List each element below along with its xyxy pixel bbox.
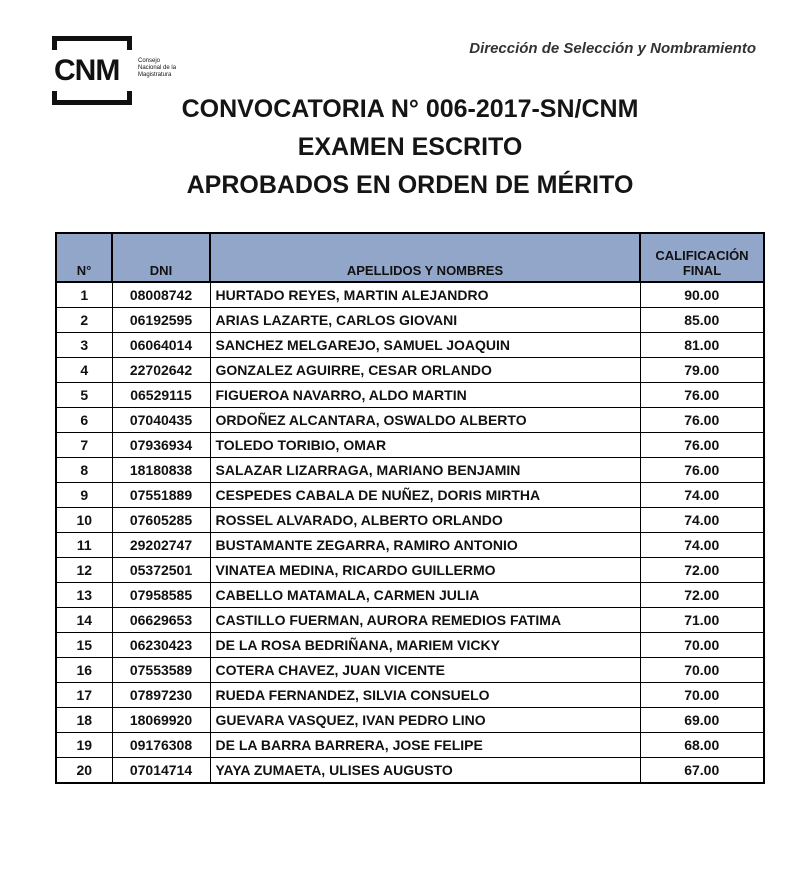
cell-score: 74.00 [640, 533, 764, 558]
cell-name: VINATEA MEDINA, RICARDO GUILLERMO [210, 558, 640, 583]
cell-name: ORDOÑEZ ALCANTARA, OSWALDO ALBERTO [210, 408, 640, 433]
table-row [56, 733, 764, 758]
cell-name: ARIAS LAZARTE, CARLOS GIOVANI [210, 308, 640, 333]
logo-subtitle: Consejo Nacional de la Magistratura [138, 58, 177, 78]
cell-num: 17 [56, 683, 112, 708]
document-titles [0, 90, 800, 204]
table-row [56, 383, 764, 408]
cell-score: 68.00 [640, 733, 764, 758]
header-score-line2: FINAL [682, 263, 722, 278]
cell-dni: 07605285 [112, 508, 210, 533]
cell-num: 15 [56, 633, 112, 658]
table-row [56, 358, 764, 383]
table-row [56, 658, 764, 683]
cell-score: 76.00 [640, 408, 764, 433]
cell-dni: 07553589 [112, 658, 210, 683]
cell-dni: 06230423 [112, 633, 210, 658]
cell-name: ROSSEL ALVARADO, ALBERTO ORLANDO [210, 508, 640, 533]
cell-dni: 18069920 [112, 708, 210, 733]
cell-score: 79.00 [640, 358, 764, 383]
cell-score: 70.00 [640, 683, 764, 708]
table-row [56, 533, 764, 558]
results-table [55, 232, 765, 784]
cell-num: 12 [56, 558, 112, 583]
table-row [56, 333, 764, 358]
cell-name: COTERA CHAVEZ, JUAN VICENTE [210, 658, 640, 683]
table-row [56, 483, 764, 508]
cell-score: 76.00 [640, 383, 764, 408]
cell-score: 76.00 [640, 458, 764, 483]
cell-name: RUEDA FERNANDEZ, SILVIA CONSUELO [210, 683, 640, 708]
title-approved: APROBADOS EN ORDEN DE MÉRITO [186, 171, 634, 199]
table-row [56, 583, 764, 608]
cell-name: DE LA ROSA BEDRIÑANA, MARIEM VICKY [210, 633, 640, 658]
cell-dni: 07936934 [112, 433, 210, 458]
cell-num: 8 [56, 458, 112, 483]
table-row [56, 683, 764, 708]
header-num: N° [56, 233, 112, 282]
cell-score: 70.00 [640, 658, 764, 683]
cell-name: BUSTAMANTE ZEGARRA, RAMIRO ANTONIO [210, 533, 640, 558]
cell-num: 1 [56, 282, 112, 308]
table-row [56, 758, 764, 784]
cell-num: 3 [56, 333, 112, 358]
table-row [56, 508, 764, 533]
cell-name: TOLEDO TORIBIO, OMAR [210, 433, 640, 458]
table-row [56, 633, 764, 658]
cell-score: 74.00 [640, 483, 764, 508]
header-name: APELLIDOS Y NOMBRES [210, 233, 640, 282]
cell-num: 2 [56, 308, 112, 333]
table-row [56, 408, 764, 433]
table-row [56, 608, 764, 633]
title-exam: EXAMEN ESCRITO [297, 133, 523, 161]
cell-name: FIGUEROA NAVARRO, ALDO MARTIN [210, 383, 640, 408]
cell-dni: 08008742 [112, 282, 210, 308]
logo-text: CNM [54, 54, 120, 87]
cell-num: 6 [56, 408, 112, 433]
table-row [56, 308, 764, 333]
table-row [56, 558, 764, 583]
header-score-line1: CALIFICACIÓN [655, 248, 749, 263]
cell-score: 74.00 [640, 508, 764, 533]
cell-dni: 07897230 [112, 683, 210, 708]
cell-num: 10 [56, 508, 112, 533]
header-score [640, 233, 764, 282]
cell-score: 85.00 [640, 308, 764, 333]
cell-dni: 06629653 [112, 608, 210, 633]
table-row [56, 708, 764, 733]
cell-name: DE LA BARRA BARRERA, JOSE FELIPE [210, 733, 640, 758]
cell-score: 69.00 [640, 708, 764, 733]
cell-name: HURTADO REYES, MARTIN ALEJANDRO [210, 282, 640, 308]
cell-name: YAYA ZUMAETA, ULISES AUGUSTO [210, 758, 640, 784]
cell-score: 70.00 [640, 633, 764, 658]
table-row [56, 282, 764, 308]
table-header-row [56, 233, 764, 282]
cell-num: 13 [56, 583, 112, 608]
cell-score: 76.00 [640, 433, 764, 458]
cell-score: 72.00 [640, 583, 764, 608]
cell-dni: 07040435 [112, 408, 210, 433]
cell-dni: 06064014 [112, 333, 210, 358]
cell-dni: 05372501 [112, 558, 210, 583]
cell-num: 7 [56, 433, 112, 458]
cell-dni: 07014714 [112, 758, 210, 784]
cell-dni: 29202747 [112, 533, 210, 558]
cell-num: 9 [56, 483, 112, 508]
cell-num: 5 [56, 383, 112, 408]
department-name: Dirección de Selección y Nombramiento [469, 40, 756, 57]
cell-dni: 22702642 [112, 358, 210, 383]
cell-name: CESPEDES CABALA DE NUÑEZ, DORIS MIRTHA [210, 483, 640, 508]
cell-dni: 18180838 [112, 458, 210, 483]
cell-name: GONZALEZ AGUIRRE, CESAR ORLANDO [210, 358, 640, 383]
table-row [56, 458, 764, 483]
cell-name: CASTILLO FUERMAN, AURORA REMEDIOS FATIMA [210, 608, 640, 633]
cell-dni: 07551889 [112, 483, 210, 508]
cell-name: SANCHEZ MELGAREJO, SAMUEL JOAQUIN [210, 333, 640, 358]
cell-dni: 06192595 [112, 308, 210, 333]
cell-num: 20 [56, 758, 112, 784]
cell-num: 11 [56, 533, 112, 558]
cell-num: 4 [56, 358, 112, 383]
cell-score: 67.00 [640, 758, 764, 784]
cell-score: 71.00 [640, 608, 764, 633]
cell-name: SALAZAR LIZARRAGA, MARIANO BENJAMIN [210, 458, 640, 483]
title-convocatoria: CONVOCATORIA N° 006-2017-SN/CNM [181, 95, 639, 123]
logo-bracket-top [52, 36, 132, 50]
cell-num: 18 [56, 708, 112, 733]
cell-num: 14 [56, 608, 112, 633]
cell-score: 90.00 [640, 282, 764, 308]
cell-num: 16 [56, 658, 112, 683]
cell-num: 19 [56, 733, 112, 758]
cell-dni: 09176308 [112, 733, 210, 758]
cell-name: GUEVARA VASQUEZ, IVAN PEDRO LINO [210, 708, 640, 733]
cell-dni: 06529115 [112, 383, 210, 408]
cell-score: 81.00 [640, 333, 764, 358]
header-dni: DNI [112, 233, 210, 282]
cell-score: 72.00 [640, 558, 764, 583]
table-row [56, 433, 764, 458]
cell-name: CABELLO MATAMALA, CARMEN JULIA [210, 583, 640, 608]
cell-dni: 07958585 [112, 583, 210, 608]
